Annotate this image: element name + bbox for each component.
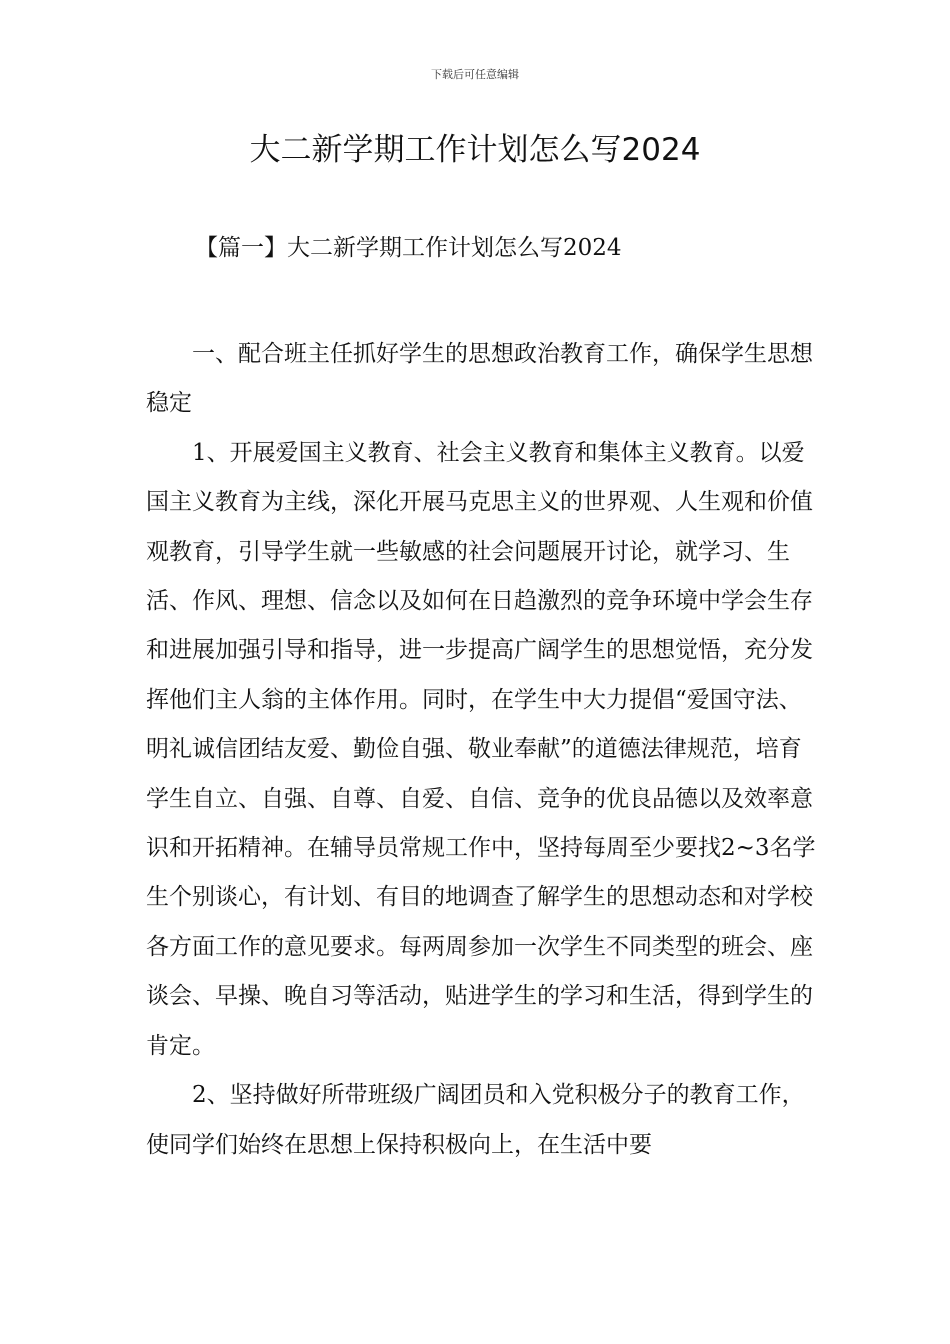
paragraph-3: 2、坚持做好所带班级广阔团员和入党积极分子的教育工作，使同学们始终在思想上保持积极向上，在生活中要 [146,1082,805,1158]
paragraph-2: 1、开展爱国主义教育、社会主义教育和集体主义教育。以爱国主义教育为主线，深化开展马克思主义的世界观、人生观和价值观教育，引导学生就一些敏感的社会问题展开讨论，就学习、生活、作风、理想、信念以及如何在日趋激烈的竞争环境中学会生存和进展加强引导和指导，进一步提高广阔学生的思想觉悟，充分发挥他们主人翁的主体作用。同时，在学生中大力提倡“爱国守法、明礼诚信团结友爱、勤俭自强、敬业奉献”的道德法律规范，培育学生自立、自强、自尊、自爱、自信、竞争的优良品德以及效率意识和开拓精神。在辅导员常规工作中，坚持每周至少要找2~3名学生个别谈心，有计划、有目的地调查了解学生的思想动态和对学校各方面工作的意见要求。每两周参加一次学生不同类型的班会、座谈会、早操、晚自习等活动，贴进学生的学习和生活，得到学生的肯定。 [146,439,816,1059]
section-heading: 【篇一】大二新学期工作计划怎么写2024 [195,235,622,261]
document-title: 大二新学期工作计划怎么写2024 [249,132,701,168]
document-body [146,330,818,1170]
paragraph-1: 一、配合班主任抓好学生的思想政治教育工作，确保学生思想稳定 [146,341,813,417]
header-note: 下载后可任意编辑 [431,68,519,81]
